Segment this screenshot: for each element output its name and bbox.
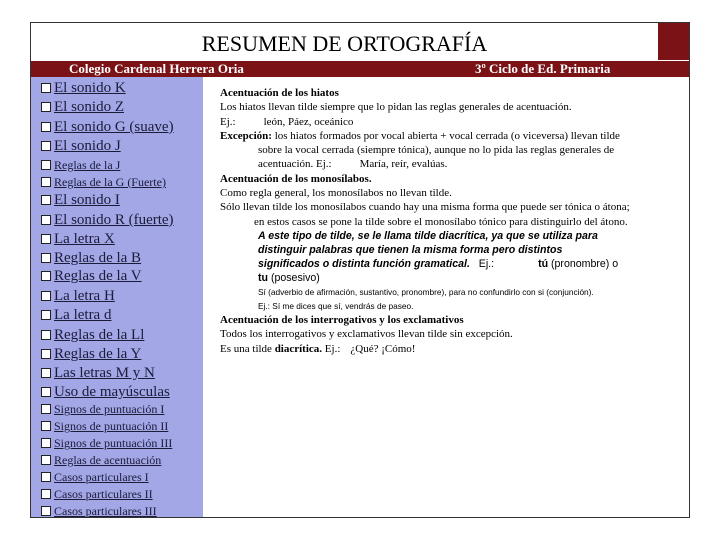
checkbox-bullet-icon (41, 404, 51, 414)
checkbox-bullet-icon (41, 421, 51, 431)
checkbox-bullet-icon (41, 472, 51, 482)
exception-line-2: sobre la vocal cerrada (siempre tónica), aunque no lo pida las reglas generales de (258, 144, 615, 157)
checkbox-bullet-icon (41, 271, 51, 281)
sidebar-item[interactable] (41, 346, 141, 363)
mono-only: Sólo llevan tilde los monosílabos cuando hay una misma forma que puede ser tónica o átona; (220, 201, 630, 214)
checkbox-bullet-icon (41, 368, 51, 378)
sidebar-item-label: Reglas de acentuación (54, 453, 162, 467)
sidebar-item[interactable] (41, 327, 144, 344)
checkbox-bullet-icon (41, 83, 51, 93)
sidebar-item-label: Uso de mayúsculas (54, 384, 170, 400)
sidebar-item[interactable] (41, 419, 168, 434)
sidebar-item[interactable] (41, 119, 174, 136)
sidebar-item[interactable] (41, 402, 164, 417)
interr-tilde: Es una tilde diacrítica. Ej.: ¿Qué? ¡Cómo! (220, 342, 416, 355)
corner-accent (658, 23, 689, 60)
sidebar-item[interactable] (41, 212, 174, 229)
sidebar-item[interactable] (41, 453, 161, 468)
sidebar-item[interactable] (41, 192, 120, 209)
si-explanation: Sí (adverbio de afirmación, sustantivo, pronombre), para no confundirlo con si (conjunción). (258, 286, 594, 297)
checkbox-bullet-icon (41, 387, 51, 397)
cycle-label: 3º Ciclo de Ed. Primaria (475, 61, 611, 76)
heading-monosilabos: Acentuación de los monosílabos. (220, 172, 372, 185)
main-content (220, 86, 680, 356)
sidebar-item-label: Reglas de la J (54, 158, 121, 172)
sidebar-item[interactable] (41, 307, 111, 324)
checkbox-bullet-icon (41, 160, 51, 170)
mono-rule: Como regla general, los monosílabos no llevan tilde. (220, 187, 452, 200)
heading-interrogativos: Acentuación de los interrogativos y los exclamativos (220, 313, 464, 326)
hiatos-example: Ej.: león, Páez, oceánico (220, 115, 354, 128)
checkbox-bullet-icon (41, 141, 51, 151)
sidebar-item[interactable] (41, 80, 126, 97)
sidebar-item-label: Casos particulares III (54, 504, 157, 518)
sidebar-item[interactable] (41, 231, 115, 248)
checkbox-bullet-icon (41, 330, 51, 340)
sidebar-item[interactable] (41, 268, 142, 285)
checkbox-bullet-icon (41, 489, 51, 499)
sidebar-item-label: El sonido Z (54, 99, 124, 115)
sidebar-item-label: Signos de puntuación III (54, 436, 173, 450)
mono-only-2: en estos casos se pone la tilde sobre el monosílabo tónico para distinguirlo del átono. (254, 215, 628, 228)
hiatos-rule: Los hiatos llevan tilde siempre que lo pidan las reglas generales de acentuación. (220, 101, 572, 114)
diacritica-line-4: tu (posesivo) (258, 271, 320, 284)
checkbox-bullet-icon (41, 122, 51, 132)
sidebar-item[interactable] (41, 504, 157, 519)
sidebar (31, 77, 203, 517)
sidebar-item[interactable] (41, 487, 153, 502)
sidebar-item-label: Casos particulares II (54, 487, 153, 501)
page-title: RESUMEN DE ORTOGRAFÍA (201, 31, 488, 56)
sidebar-item-label: La letra d (54, 307, 112, 323)
sidebar-item[interactable] (41, 158, 120, 173)
sidebar-item[interactable] (41, 138, 121, 155)
checkbox-bullet-icon (41, 102, 51, 112)
sidebar-item[interactable] (41, 175, 166, 190)
sidebar-item-label: Reglas de la V (54, 268, 142, 284)
sidebar-item-label: Signos de puntuación I (54, 402, 165, 416)
exception-line: Excepción: los hiatos formados por vocal abierta + vocal cerrada (o viceversa) llevan tilde (220, 129, 620, 142)
sidebar-item-label: El sonido I (54, 192, 120, 208)
sidebar-item[interactable] (41, 436, 172, 451)
sidebar-item[interactable] (41, 250, 141, 267)
checkbox-bullet-icon (41, 455, 51, 465)
heading-hiatos: Acentuación de los hiatos (220, 87, 339, 99)
checkbox-bullet-icon (41, 349, 51, 359)
checkbox-bullet-icon (41, 291, 51, 301)
title-bar (31, 23, 658, 62)
checkbox-bullet-icon (41, 234, 51, 244)
sidebar-item-label: El sonido R (fuerte) (54, 212, 174, 228)
sidebar-item-label: Signos de puntuación II (54, 419, 169, 433)
sidebar-item-label: Reglas de la Y (54, 346, 142, 362)
sidebar-item[interactable] (41, 470, 149, 485)
sidebar-item-label: Las letras M y N (54, 365, 155, 381)
exception-line-3: acentuación. Ej.: María, reír, evalúas. (258, 158, 448, 171)
sidebar-item[interactable] (41, 384, 170, 401)
sidebar-item-label: Reglas de la B (54, 250, 142, 266)
sidebar-item-label: El sonido G (suave) (54, 119, 174, 135)
sidebar-item-label: El sonido K (54, 80, 126, 96)
checkbox-bullet-icon (41, 253, 51, 263)
sidebar-item-label: Casos particulares I (54, 470, 149, 484)
checkbox-bullet-icon (41, 438, 51, 448)
checkbox-bullet-icon (41, 506, 51, 516)
sidebar-item-label: La letra H (54, 288, 115, 304)
sidebar-item-label: Reglas de la Ll (54, 327, 145, 343)
diacritica-line-2: distinguir palabras que tienen la misma forma pero distintos (258, 243, 563, 256)
checkbox-bullet-icon (41, 195, 51, 205)
school-name: Colegio Cardenal Herrera Oria (69, 61, 244, 76)
sidebar-item[interactable] (41, 288, 115, 305)
interr-rule: Todos los interrogativos y exclamativos llevan tilde sin excepción. (220, 328, 513, 341)
sidebar-item[interactable] (41, 99, 124, 116)
sidebar-item-label: La letra X (54, 231, 115, 247)
sidebar-item-label: El sonido J (54, 138, 121, 154)
sidebar-item-label: Reglas de la G (Fuerte) (54, 175, 166, 189)
checkbox-bullet-icon (41, 215, 51, 225)
subheader-bar (31, 61, 689, 77)
checkbox-bullet-icon (41, 177, 51, 187)
diacritica-line-1: A este tipo de tilde, se le llama tilde diacrítica, ya que se utiliza para (258, 229, 598, 242)
si-example: Ej.: Sí me dices que sí, vendrás de paseo. (258, 300, 414, 311)
checkbox-bullet-icon (41, 310, 51, 320)
sidebar-item[interactable] (41, 365, 155, 382)
diacritica-line-3: significados o distinta función gramatical. Ej.: tú (pronombre) o (258, 257, 619, 270)
